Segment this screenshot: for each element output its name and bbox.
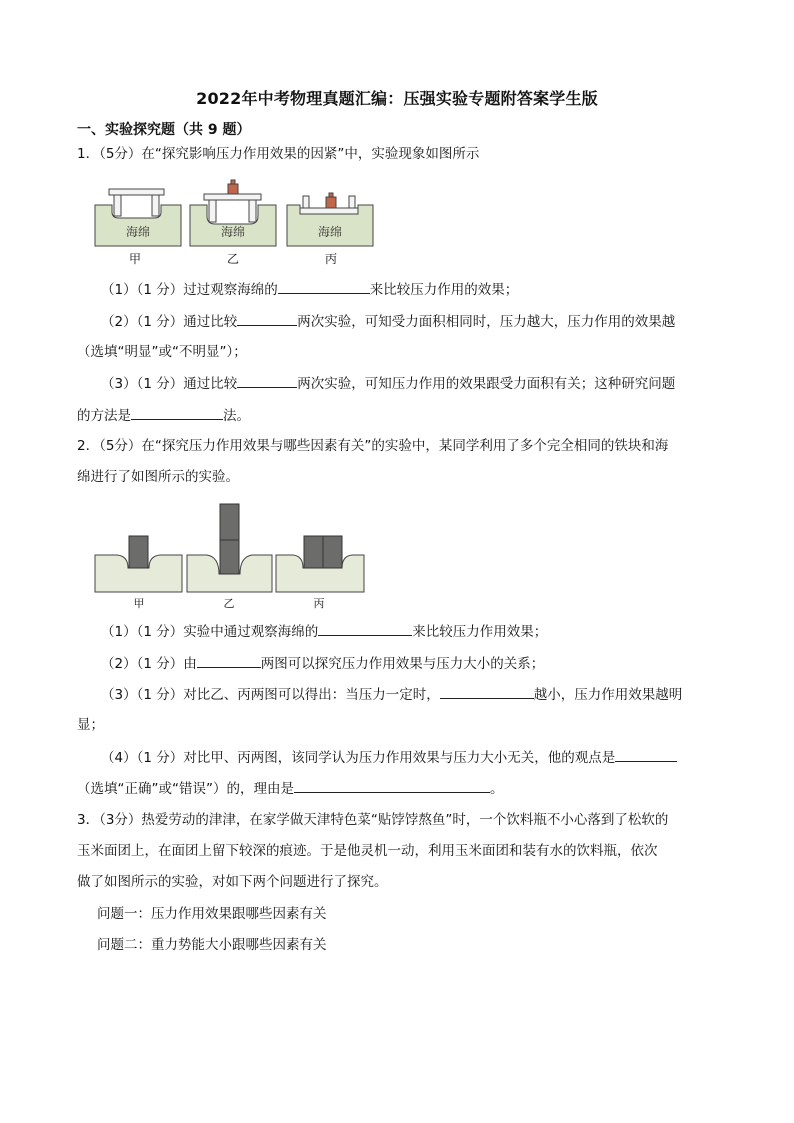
q1-part3-text-a: （3）（1 分）通过比较 xyxy=(101,376,238,392)
q1-part3-cont xyxy=(77,405,250,426)
q2-caption-jia: 甲 xyxy=(133,597,145,610)
q1-part2-text-a: （2）（1 分）通过比较 xyxy=(101,314,238,330)
q1-part1-blank[interactable] xyxy=(278,279,370,294)
q1-caption-yi: 乙 xyxy=(226,252,239,266)
q2-part4-blank[interactable] xyxy=(615,747,677,762)
q2-part1-text-a: （1）（1 分）实验中通过观察海绵的 xyxy=(101,624,319,640)
q1-sponge-label-jia: 海绵 xyxy=(125,225,151,239)
q2-part4-text-b: （选填“正确”或“错误”）的，理由是 xyxy=(77,781,294,797)
q2-part4-cont xyxy=(77,778,503,799)
q1-part2-blank[interactable] xyxy=(237,311,297,326)
q1-sponge-label-yi: 海绵 xyxy=(220,225,246,239)
q1-part3-text-b: 两次实验，可知压力作用的效果跟受力面积有关；这种研究问题 xyxy=(297,376,676,392)
q1-part3-method-blank[interactable] xyxy=(131,405,223,420)
q2-sponge-yi xyxy=(187,504,272,592)
q2-part1-blank[interactable] xyxy=(318,621,412,636)
q2-part3-blank[interactable] xyxy=(440,684,534,699)
q2-part2-text-a: （2）（1 分）由 xyxy=(101,656,197,672)
q2-part3-cont: 显； xyxy=(77,717,104,733)
q1-stem: 1．（5分）在“探究影响压力作用效果的因紧”中，实验现象如图所示 xyxy=(77,146,480,162)
q1-part3-text-c: 的方法是 xyxy=(77,408,131,424)
q3-stem-line2: 玉米面团上，在面团上留下较深的痕迹。于是他灵机一动，利用玉米面团和装有水的饮料瓶，依次 xyxy=(77,843,658,859)
q1-caption-jia: 甲 xyxy=(128,252,141,266)
section-heading: 一、实验探究题（共 9 题） xyxy=(77,122,251,138)
q1-part2-text-b: 两次实验，可知受力面积相同时，压力越大，压力作用的效果越 xyxy=(297,314,676,330)
q2-part2-blank[interactable] xyxy=(197,653,261,668)
q2-sponge-bing xyxy=(276,536,364,592)
q1-part1-text-a: （1）（1 分）过过观察海绵的 xyxy=(101,282,278,298)
q2-sponge-jia xyxy=(95,536,182,592)
q2-figure xyxy=(94,500,366,595)
q2-part3-text-b: 越小，压力作用效果越明 xyxy=(533,687,683,703)
q3-stem-line3: 做了如图所示的实验，对如下两个问题进行了探究。 xyxy=(77,874,388,890)
q2-part3 xyxy=(101,684,682,705)
q2-part2 xyxy=(101,653,544,674)
q1-part1 xyxy=(101,279,518,300)
q1-part1-text-b: 来比较压力作用的效果； xyxy=(369,282,519,298)
q1-part2 xyxy=(101,311,675,332)
q2-part1 xyxy=(101,621,547,642)
q1-sponge-label-bing: 海绵 xyxy=(317,225,343,239)
q1-part3-blank[interactable] xyxy=(237,373,297,388)
q2-caption-bing: 丙 xyxy=(313,597,325,610)
q3-issue-1: 问题一：压力作用效果跟哪些因素有关 xyxy=(97,906,327,922)
q2-part4-reason-blank[interactable] xyxy=(294,778,490,793)
q1-part3-text-d: 法。 xyxy=(223,408,250,424)
q2-part2-text-b: 两图可以探究压力作用效果与压力大小的关系； xyxy=(260,656,545,672)
q2-part4 xyxy=(101,747,677,768)
q2-stem-line2: 绵进行了如图所示的实验。 xyxy=(77,469,239,485)
q2-caption-yi: 乙 xyxy=(223,597,235,610)
q1-caption-bing: 丙 xyxy=(324,252,337,266)
q2-stem-line1: 2．（5分）在“探究压力作用效果与哪些因素有关”的实验中，某同学利用了多个完全相同的铁块和海 xyxy=(77,438,669,454)
q3-issue-2: 问题二：重力势能大小跟哪些因素有关 xyxy=(97,937,327,953)
q3-stem-line1: 3．（3分）热爱劳动的津津，在家学做天津特色菜“贴饽饽熬鱼”时，一个饮料瓶不小心落到了松软的 xyxy=(77,812,669,828)
q2-part4-text-c: 。 xyxy=(489,781,504,797)
q2-part1-text-b: 来比较压力作用效果； xyxy=(412,624,548,640)
page-title: 2022年中考物理真题汇编：压强实验专题附答案学生版 xyxy=(196,89,598,108)
q2-part4-text-a: （4）（1 分）对比甲、丙两图，该同学认为压力作用效果与压力大小无关，他的观点是 xyxy=(101,750,616,766)
q2-part3-text-a: （3）（1 分）对比乙、丙两图可以得出：当压力一定时， xyxy=(101,687,440,703)
q1-part3 xyxy=(101,373,675,394)
q1-part2-cont: （选填“明显”或“不明显”）； xyxy=(77,344,247,360)
